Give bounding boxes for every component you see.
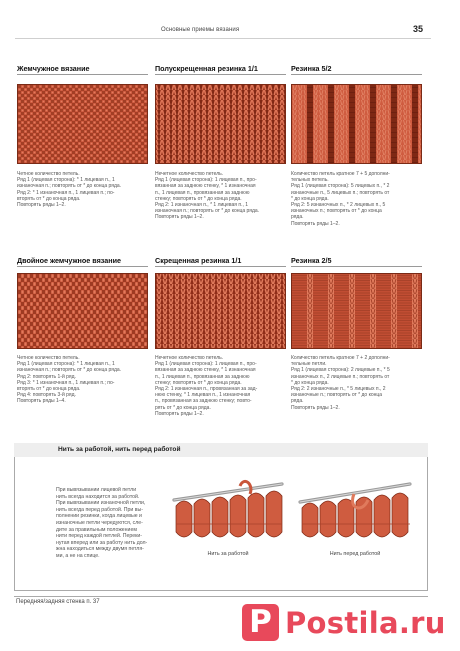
desc-line: Повторять ряды 1–2. <box>291 404 340 411</box>
desc-line: ряда. <box>291 398 304 405</box>
desc-line: Ряд 1 (лицевая сторона): * 1 лицевая п., 1 <box>17 361 115 368</box>
pattern-description <box>17 171 151 208</box>
box-text-line: полнении резинки, когда лицевые и <box>56 513 142 520</box>
box-text-line: изнаночные петли чередуются, сле- <box>56 519 143 526</box>
watermark-brand: Postila.ru <box>285 606 446 640</box>
box-text-line: При вывязывании изнаночной петли, <box>56 500 146 507</box>
page-number: 35 <box>413 24 424 34</box>
watermark-logo-icon: P <box>242 604 279 641</box>
desc-line: п., провязанная за заднюю стенку; повто- <box>155 398 252 405</box>
desc-line: Ряд 2: 5 изнаночных п., * 2 лицевых п., 5 <box>291 202 386 209</box>
desc-line: изнаночная п.; повторять от * до конца ряда. <box>17 183 122 190</box>
box-text-line: нить всегда находится за работой. <box>56 493 140 500</box>
desc-line: Повторять ряды 1–4. <box>17 398 66 405</box>
desc-line: изнаночная п.; повторять от * до конца ряда. <box>17 367 122 374</box>
desc-line: Ряд 3: * 1 изнаночная п., 1 лицевая п.; по- <box>17 379 115 386</box>
desc-line: изнаночные п., 5 лицевых п.; повторять от <box>291 189 390 196</box>
pattern-title: Резинка 5/2 <box>291 64 332 73</box>
desc-line: изнаночных п., 2 лицевые п.; повторять от <box>291 373 390 380</box>
title-rule <box>291 266 422 267</box>
seed-stitch-swatch <box>17 84 148 164</box>
desc-line: нюю стенку, * 1 лицевая п., 1 изнаночная <box>155 392 251 399</box>
desc-line: ряда. <box>291 214 304 221</box>
desc-line: стенку; повторять от * до конца ряда. <box>155 195 242 202</box>
box-text-line: При вывязывании лицевой петли <box>56 487 137 493</box>
pattern-title: Полускрещенная резинка 1/1 <box>155 64 258 73</box>
pattern-description <box>17 355 151 405</box>
header-rule <box>15 38 431 39</box>
rib-5-2-swatch <box>291 84 422 164</box>
caption-yarn-back: Нить за работой <box>207 551 249 557</box>
pattern-description <box>155 171 289 221</box>
desc-line: Четное количество петель. <box>17 355 80 361</box>
desc-line: тельных петель. <box>291 177 329 184</box>
title-rule <box>155 266 286 267</box>
box-text-line: жна находиться между двумя петля- <box>56 546 144 553</box>
pattern-title: Двойное жемчужное вязание <box>17 256 122 265</box>
yarn-back-illustration <box>170 478 286 548</box>
desc-line: п., 1 лицевая п., провязанная за заднюю <box>155 373 250 380</box>
rib-2-5-swatch <box>291 273 422 349</box>
desc-line: Повторять ряды 1–2. <box>291 220 340 227</box>
footer-rule <box>14 596 428 597</box>
yarn-front-illustration <box>296 478 414 548</box>
box-text-line: дите за правильным положением <box>56 526 137 533</box>
box-text-line: нить всегда перед работой. При вы- <box>56 506 143 513</box>
pattern-title: Жемчужное вязание <box>17 64 90 73</box>
desc-line: Ряд 1 (лицевая сторона): 2 лицевые п., * 5 <box>291 367 390 374</box>
desc-line: изнаночная п.; повторять от * до конца ряда. <box>155 208 260 215</box>
pattern-description <box>155 355 289 417</box>
box-text-line: нутая вперед или за работу нить дол- <box>56 539 148 546</box>
title-rule <box>291 74 422 75</box>
title-rule <box>155 74 286 75</box>
pattern-description <box>291 355 425 411</box>
desc-line: стенку; повторять от * до конца ряда. <box>155 379 242 386</box>
box-title: Нить за работой, нить перед работой <box>58 446 181 453</box>
pattern-description <box>291 171 425 227</box>
running-title: Основные приемы вязания <box>161 27 240 33</box>
desc-line: * до конца ряда. <box>291 379 329 386</box>
title-rule <box>17 74 148 75</box>
twisted-rib-swatch <box>155 273 286 349</box>
desc-line: Ряд 2: повторять 1-й ряд. <box>17 373 76 380</box>
desc-line: вторять от * до конца ряда. <box>17 386 81 393</box>
desc-line: Ряд 1 (лицевая сторона): * 1 лицевая п., 1 <box>17 177 115 184</box>
caption-yarn-front: Нить перед работой <box>329 551 381 557</box>
desc-line: Ряд 2: 1 изнаночная п., провязанная за зад- <box>155 386 258 393</box>
desc-line: Ряд 4: повторять 3-й ряд. <box>17 392 76 399</box>
desc-line: вторять от * до конца ряда. <box>17 195 81 202</box>
desc-line: Количество петель кратное 7 + 2 дополни- <box>291 355 390 361</box>
half-twisted-rib-swatch <box>155 84 286 164</box>
desc-line: Ряд 1 (лицевая сторона): 1 лицевая п., про- <box>155 177 257 184</box>
desc-line: изнаночных п.; повторять от * до конца <box>291 208 382 215</box>
desc-line: вязанная за заднюю стенку, * 1 изнаночная <box>155 183 256 190</box>
desc-line: Нечетное количество петель. <box>155 171 224 177</box>
desc-line: Повторять ряды 1–2. <box>155 214 204 221</box>
desc-line: Количество петель кратное 7 + 5 дополни- <box>291 171 390 177</box>
desc-line: вязанная за заднюю стенку, * 1 изнаночная <box>155 367 256 374</box>
desc-line: п., 1 лицевая п., провязанная за заднюю <box>155 189 250 196</box>
desc-line: рять от * до конца ряда. <box>155 404 211 411</box>
title-rule <box>17 266 148 267</box>
desc-line: Четное количество петель. <box>17 171 80 177</box>
desc-line: Ряд 1 (лицевая сторона): 5 лицевых п., * 2 <box>291 183 390 190</box>
box-text <box>56 487 168 560</box>
desc-line: изнаночные п.; повторять от * до конца <box>291 392 383 399</box>
footer-cross-reference: Передняя/задняя стенка п. 37 <box>16 599 100 605</box>
desc-line: Ряд 2: * 1 изнаночная п., 1 лицевая п.; по- <box>17 189 115 196</box>
desc-line: Повторять ряды 1–2. <box>155 410 204 417</box>
desc-line: * до конца ряда. <box>291 195 329 202</box>
pattern-title: Скрещенная резинка 1/1 <box>155 256 242 265</box>
desc-line: Повторять ряды 1–2. <box>17 202 66 209</box>
double-seed-stitch-swatch <box>17 273 148 349</box>
box-text-line: ми, а не на спице. <box>56 552 100 559</box>
desc-line: Ряд 1 (лицевая сторона): 1 лицевая п., про- <box>155 361 257 368</box>
box-text-line: нити перед каждой петлей. Переки- <box>56 533 143 540</box>
desc-line: тельные петли. <box>291 361 327 368</box>
desc-line: Нечетное количество петель. <box>155 355 224 361</box>
desc-line: Ряд 2: 1 изнаночная п., * 1 лицевая п., 1 <box>155 202 249 209</box>
desc-line: Ряд 2: 2 изнаночные п., * 5 лицевых п., 2 <box>291 386 386 393</box>
pattern-title: Резинка 2/5 <box>291 256 332 265</box>
